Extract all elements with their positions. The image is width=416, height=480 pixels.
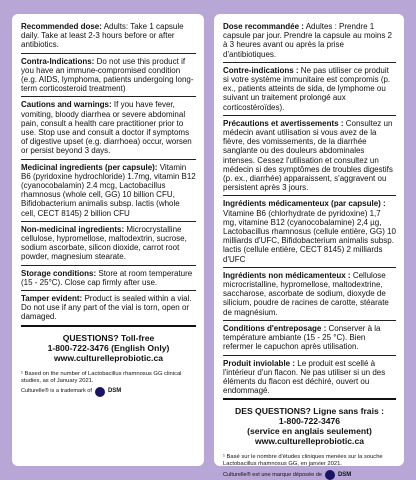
- section-heading: Précautions et avertissements :: [223, 118, 344, 128]
- divider: [21, 221, 196, 222]
- contra-indications-section: [21, 57, 196, 94]
- section-heading: Produit inviolable :: [223, 358, 296, 368]
- divider: [223, 115, 396, 116]
- footnote: ¹ Basé sur le nombre d'études cliniques menées sur la souche Lactobacillus rhamnosus GG, en janvier 2021.: [223, 454, 383, 468]
- trademark-text: Culturelle® est une marque déposée de: [223, 471, 322, 478]
- section-text: If you have fever, vomiting, bloody diarrhea or severe abdominal pain, consult a health care practitioner prior to use. Stop use and consult a doctor if symptoms of digestive upset (e.g. diarrhoea) occur, worsen or persist beyond 3 days.: [21, 100, 192, 156]
- tamper-evident-section: [21, 294, 196, 322]
- question-heading: DES QUESTIONS? Ligne sans frais :: [235, 406, 384, 417]
- dsm-wordmark: DSM: [107, 388, 122, 395]
- french-label-panel: [214, 14, 404, 478]
- section-heading: Dose recommandée :: [223, 22, 304, 31]
- divider: [21, 53, 196, 54]
- section-text: Store at room temperature (15 - 25°C). Close cap firmly after use.: [21, 268, 193, 287]
- section-heading: Contra-Indications:: [21, 56, 95, 66]
- section-heading: Medicinal ingredients (per capsule):: [21, 162, 158, 172]
- divider: [223, 267, 396, 268]
- section-heading: Ingrédients non médicamenteux :: [223, 270, 351, 280]
- section-text: Product is sealed within a vial. Do not use if any part of the vial is torn, open or damaged.: [21, 294, 192, 322]
- contact-block: [21, 333, 196, 363]
- footnote: ¹ Based on the number of Lactobacillus rhamnosus GG clinical studies, as of January 2021.: [21, 370, 182, 384]
- section-heading: Tamper evident:: [21, 294, 83, 304]
- section-heading: Non-medicinal ingredients:: [21, 224, 125, 234]
- phone-number: 1-800-722-3476: [278, 416, 341, 427]
- non-medicinal-ingredients-section: [21, 225, 196, 262]
- section-text: Le produit est scellé à l'intérieur d'un flacon. Ne pas utiliser si un des éléments du flacon est déchiré, ouvert ou endommagé.: [223, 358, 386, 396]
- website-link[interactable]: www.culturelleprobiotic.ca: [53, 352, 164, 363]
- dsm-logo-icon: [95, 387, 105, 397]
- divider: [223, 398, 396, 400]
- phone-note: (service en anglais seulement): [247, 426, 372, 437]
- section-text: Vitamin B6 (pyridoxine hydrochloride) 1.7mg, vitamin B12 (cyanocobalamin) 2.4 mcg, Lactobacillus rhamnosus (whole cell, GG) 10 billion CFU, Bifidobacterium animalis subsp. lactis (whole cell, CECT 8145) 2 billion CFU: [21, 162, 196, 218]
- non-medicinal-ingredients-section-fr: [223, 271, 396, 317]
- cautions-warnings-section-fr: [223, 119, 396, 193]
- medicinal-ingredients-section-fr: [223, 199, 396, 263]
- trademark-line: [223, 470, 396, 480]
- section-heading: Conditions d'entreposage :: [223, 323, 327, 333]
- medicinal-ingredients-section: [21, 163, 196, 218]
- divider: [223, 355, 396, 356]
- website-link[interactable]: www.culturelleprobiotic.ca: [254, 436, 365, 447]
- divider: [21, 159, 196, 160]
- storage-section: [21, 269, 196, 287]
- divider: [223, 62, 396, 63]
- section-heading: Storage conditions:: [21, 268, 97, 278]
- trademark-line: [21, 387, 196, 397]
- section-text: Vitamine B6 (chlorhydrate de pyridoxine) 1,7 mg, vitamine B12 (cyanocobalamine) 2,4 µg, Lactobacillus rhamnosus (cellule entière, GG) 10 milliards d'UFC, Bifidobacterium animalis subsp. lactis (cellule entière, CECT 8145) 2 milliards d'UFC: [223, 208, 396, 264]
- section-text: Cellulose microcristalline, hypromellose, maltodextrine, saccharose, ascorbate de sodium, dioxyde de silicium, poudre de racines de carotte, stéarate de magnésium.: [223, 270, 389, 317]
- divider: [21, 325, 196, 327]
- section-text: Microcrystalline cellulose, hypromellose, maltodextrin, sucrose, sodium ascorbate, silicon dioxide, carrot root powder, magnesium stearate.: [21, 224, 187, 262]
- contra-indications-section-fr: [223, 66, 396, 112]
- dsm-wordmark: DSM: [337, 471, 352, 478]
- storage-section-fr: [223, 324, 396, 352]
- section-text: Adultes : Prendre 1 capsule par jour. Prendre la capsule au moins 2 à 3 heures avant ou après la prise d'antibiotiques.: [223, 22, 392, 59]
- recommended-dose-section-fr: [223, 22, 396, 59]
- section-text: Conserver à la température ambiante (15 - 25 °C). Bien refermer le capuchon après utilisation.: [223, 323, 381, 352]
- divider: [21, 290, 196, 291]
- recommended-dose-section: [21, 22, 196, 50]
- phone-number: 1-800-722-3476 (English Only): [47, 342, 170, 353]
- section-text: Ne pas utiliser ce produit si votre système immunitaire est compromis (p. ex., patients atteints de sida, de lymphome ou suivant un traitement prolongé aux corticostéroïdes).: [223, 65, 391, 112]
- section-heading: Contre-indications :: [223, 65, 299, 75]
- divider: [223, 195, 396, 196]
- divider: [223, 320, 396, 321]
- section-text: Consultez un médecin avant utilisation si vous avez de la fièvre, des vomissements, de la diarrhée sanglante ou des douleurs abdominales intenses. Cessez l'utilisation et consultez un médecin si des symptômes de troubles digestifs (p. ex., diarrhée) apparaissent, s'aggravent ou persistent après 3 jours.: [223, 118, 393, 193]
- tamper-evident-section-fr: [223, 359, 396, 396]
- divider: [21, 265, 196, 266]
- section-text: Adults: Take 1 capsule daily. Take at least 2-3 hours before or after antibiotics.: [21, 22, 184, 50]
- dsm-logo-icon: [325, 470, 335, 480]
- cautions-warnings-section: [21, 100, 196, 155]
- trademark-text: Culturelle® is a trademark of: [21, 388, 92, 395]
- contact-block-fr: [223, 406, 396, 446]
- section-heading: Cautions and warnings:: [21, 100, 112, 110]
- section-heading: Ingrédients médicamenteux (par capsule) :: [223, 199, 386, 209]
- question-heading: QUESTIONS? Toll-free: [62, 332, 155, 343]
- english-label-panel: [12, 14, 204, 466]
- section-text: Do not use this product if you have an immune-compromised condition (e.g. AIDS, lymphoma, patients undergoing long-term corticosteroid treatment): [21, 56, 194, 94]
- section-heading: Recommended dose:: [21, 22, 102, 31]
- divider: [21, 96, 196, 97]
